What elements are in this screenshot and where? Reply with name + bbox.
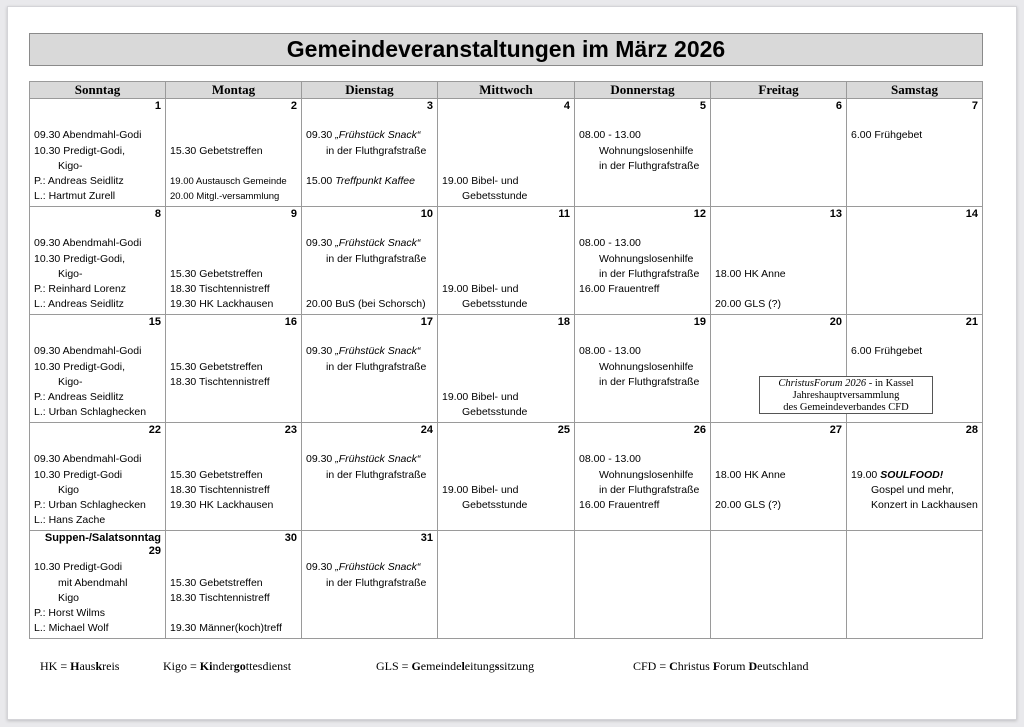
day-number: 12 <box>693 208 706 220</box>
blank-line <box>442 113 574 128</box>
day-cell-4 <box>438 99 575 207</box>
day-cell-1 <box>30 99 166 207</box>
event-line: 18.00 HK Anne <box>715 267 786 280</box>
event-line: 15.30 Gebetstreffen <box>170 144 263 157</box>
day-cell-27 <box>711 423 847 531</box>
event-line: Kigo- <box>58 159 83 172</box>
blank-line <box>34 113 165 128</box>
note-line-2: Jahreshauptversammlung <box>792 390 900 401</box>
blank-line <box>715 252 846 267</box>
event-line: P.: Andreas Seidlitz <box>34 391 124 404</box>
event-line: 19.00 Bibel- und <box>442 483 519 496</box>
day-number: 14 <box>965 208 978 220</box>
event-line: in der Fluthgrafstraße <box>326 468 427 481</box>
event-line: P.: Horst Wilms <box>34 607 105 620</box>
day-number: 6 <box>835 100 842 112</box>
blank-line <box>715 221 846 236</box>
blank-line <box>442 159 574 174</box>
blank-line <box>442 144 574 159</box>
blank-line <box>306 159 437 174</box>
event-line: Kigo- <box>58 267 83 280</box>
blank-line <box>715 483 846 498</box>
event-line: 09.30 Abendmahl-Godi <box>34 453 142 466</box>
day-cell-16 <box>166 315 302 423</box>
event-line: L.: Hartmut Zurell <box>34 190 116 203</box>
day-cell-23 <box>166 423 302 531</box>
blank-line <box>170 113 301 128</box>
blank-line <box>442 267 574 282</box>
event-line: 20.00 GLS (?) <box>715 499 781 512</box>
day-number: 22 <box>148 424 161 436</box>
event-line: L.: Andreas Seidlitz <box>34 298 124 311</box>
day-cell-7 <box>847 99 983 207</box>
day-number: 25 <box>557 424 570 436</box>
event-line: in der Fluthgrafstraße <box>326 252 427 265</box>
event-line: Kigo- <box>58 375 83 388</box>
weekday-header-row <box>30 82 983 99</box>
event-line: L.: Hans Zache <box>34 514 106 527</box>
day-number: 13 <box>829 208 842 220</box>
blank-line <box>306 267 437 282</box>
event-line: 09.30 „Frühstück Snack“ <box>306 345 421 358</box>
blank-line <box>306 437 437 452</box>
day-number <box>438 531 574 545</box>
blank-line <box>170 437 301 452</box>
day-number: 15 <box>148 316 161 328</box>
event-line: Kigo <box>58 483 80 496</box>
day-cell-24 <box>302 423 438 531</box>
blank-line <box>306 545 437 560</box>
weekday-donnerstag: Donnerstag <box>575 82 711 99</box>
blank-line <box>170 344 301 359</box>
event-line: in der Fluthgrafstraße <box>599 375 700 388</box>
day-number <box>847 531 982 545</box>
event-line: 18.30 Tischtennistreff <box>170 591 270 604</box>
empty-day-cell <box>575 531 711 639</box>
day-number: 21 <box>965 316 978 328</box>
event-line: 15.30 Gebetstreffen <box>170 360 263 373</box>
event-line: 19.30 HK Lackhausen <box>170 499 274 512</box>
day-number <box>575 531 710 545</box>
day-cell-10 <box>302 207 438 315</box>
event-line: 19.00 Austausch Gemeinde <box>170 176 287 188</box>
page-title: Gemeindeveranstaltungen im März 2026 <box>29 33 983 66</box>
empty-day-cell <box>711 531 847 639</box>
day-number: 11 <box>558 208 570 220</box>
event-line: Gebetsstunde <box>462 298 528 311</box>
event-line: P.: Urban Schlaghecken <box>34 499 146 512</box>
day-cell-6 <box>711 99 847 207</box>
event-line: L.: Michael Wolf <box>34 622 109 635</box>
blank-line <box>715 282 846 297</box>
event-line: 09.30 „Frühstück Snack“ <box>306 561 421 574</box>
blank-line <box>442 468 574 483</box>
event-line: in der Fluthgrafstraße <box>599 483 700 496</box>
blank-line <box>170 159 301 174</box>
blank-line <box>715 452 846 467</box>
day-cell-11 <box>438 207 575 315</box>
day-cell-29 <box>30 531 166 639</box>
blank-line <box>715 236 846 251</box>
event-line: Kigo <box>58 591 80 604</box>
day-number: Suppen-/Salatsonntag 29 <box>44 532 161 557</box>
event-line: in der Fluthgrafstraße <box>326 144 427 157</box>
event-line: 08.00 - 13.00 <box>579 237 641 250</box>
day-number: 26 <box>693 424 706 436</box>
day-number: 8 <box>154 208 161 220</box>
legend-item: HK = Hauskreis <box>40 659 120 673</box>
event-line: Gebetsstunde <box>462 499 528 512</box>
day-number: 30 <box>284 532 297 544</box>
event-line: Wohnungslosenhilfe <box>599 360 694 373</box>
blank-line <box>170 560 301 575</box>
event-line: 10.30 Predigt-Godi, <box>34 252 126 265</box>
blank-line <box>442 329 574 344</box>
event-line: 18.00 HK Anne <box>715 468 786 481</box>
day-cell-22 <box>30 423 166 531</box>
event-note-box <box>759 376 933 414</box>
event-line: 20.00 BuS (bei Schorsch) <box>306 298 426 311</box>
event-line: Wohnungslosenhilfe <box>599 144 694 157</box>
event-line: 20.00 GLS (?) <box>715 298 781 311</box>
day-cell-5 <box>575 99 711 207</box>
blank-line <box>442 236 574 251</box>
month-calendar <box>29 81 983 639</box>
event-line: 19.00 Bibel- und <box>442 175 519 188</box>
day-cell-26 <box>575 423 711 531</box>
event-line: 09.30 „Frühstück Snack“ <box>306 237 421 250</box>
weekday-samstag: Samstag <box>847 82 983 99</box>
event-line: mit Abendmahl <box>58 576 128 589</box>
event-line: Wohnungslosenhilfe <box>599 252 694 265</box>
day-cell-15 <box>30 315 166 423</box>
event-line: P.: Reinhard Lorenz <box>34 283 127 296</box>
weekday-dienstag: Dienstag <box>302 82 438 99</box>
event-line: P.: Andreas Seidlitz <box>34 175 124 188</box>
day-cell-30 <box>166 531 302 639</box>
blank-line <box>579 113 710 128</box>
event-line: 19.00 Bibel- und <box>442 391 519 404</box>
day-number: 2 <box>290 100 297 112</box>
blank-line <box>851 452 982 467</box>
blank-line <box>579 329 710 344</box>
event-line: Gebetsstunde <box>462 190 528 203</box>
day-number: 10 <box>420 208 433 220</box>
blank-line <box>579 221 710 236</box>
day-number: 3 <box>426 100 433 112</box>
blank-line <box>442 452 574 467</box>
blank-line <box>442 360 574 375</box>
weekday-mittwoch: Mittwoch <box>438 82 575 99</box>
event-line: in der Fluthgrafstraße <box>326 360 427 373</box>
day-number: 23 <box>284 424 297 436</box>
day-number: 7 <box>971 100 978 112</box>
empty-day-cell <box>438 531 575 639</box>
event-line: 19.00 Bibel- und <box>442 283 519 296</box>
blank-line <box>170 329 301 344</box>
day-cell-19 <box>575 315 711 423</box>
day-number: 17 <box>420 316 433 328</box>
event-line: in der Fluthgrafstraße <box>326 576 427 589</box>
blank-line <box>306 329 437 344</box>
event-line: in der Fluthgrafstraße <box>599 159 700 172</box>
note-event: ChristusForum 2026 <box>778 378 867 389</box>
blank-line <box>851 437 982 452</box>
blank-line <box>170 452 301 467</box>
blank-line <box>851 113 982 128</box>
legend-item: GLS = Gemeindeleitungssitzung <box>376 659 535 673</box>
day-number: 31 <box>420 532 433 544</box>
event-line: 19.30 HK Lackhausen <box>170 298 274 311</box>
event-line: 09.30 Abendmahl-Godi <box>34 345 142 358</box>
blank-line <box>306 221 437 236</box>
week-row <box>30 531 983 639</box>
event-line: in der Fluthgrafstraße <box>599 267 700 280</box>
day-cell-14 <box>847 207 983 315</box>
weekday-sonntag: Sonntag <box>30 82 166 99</box>
note-line-3: des Gemeindeverbandes CFD <box>783 402 909 413</box>
blank-line <box>170 236 301 251</box>
legend-item: Kigo = Kindergottesdienst <box>163 659 292 673</box>
event-line: 15.30 Gebetstreffen <box>170 267 263 280</box>
day-number: 24 <box>420 424 433 436</box>
event-line: 19.00 SOULFOOD! <box>851 468 944 481</box>
event-line: 19.30 Männer(koch)treff <box>170 622 282 635</box>
event-line: 18.30 Tischtennistreff <box>170 375 270 388</box>
event-line: 18.30 Tischtennistreff <box>170 283 270 296</box>
day-number: 20 <box>829 316 842 328</box>
day-cell-12 <box>575 207 711 315</box>
event-line: 08.00 - 13.00 <box>579 453 641 466</box>
day-cell-13 <box>711 207 847 315</box>
blank-line <box>34 329 165 344</box>
blank-line <box>442 221 574 236</box>
event-line: 16.00 Frauentreff <box>579 283 660 296</box>
blank-line <box>170 606 301 621</box>
event-line: 09.30 „Frühstück Snack“ <box>306 453 421 466</box>
blank-line <box>442 128 574 143</box>
day-number: 5 <box>699 100 706 112</box>
event-line: 6.00 Frühgebet <box>851 345 923 358</box>
day-cell-3 <box>302 99 438 207</box>
blank-line <box>170 221 301 236</box>
blank-line <box>306 113 437 128</box>
event-line: 09.30 Abendmahl-Godi <box>34 129 142 142</box>
day-number <box>711 531 846 545</box>
event-line: 09.30 Abendmahl-Godi <box>34 237 142 250</box>
event-line: 09.30 „Frühstück Snack“ <box>306 129 421 142</box>
event-line: 10.30 Predigt-Godi <box>34 468 123 481</box>
blank-line <box>579 437 710 452</box>
day-cell-28 <box>847 423 983 531</box>
event-line: 10.30 Predigt-Godi, <box>34 144 126 157</box>
empty-day-cell <box>847 531 983 639</box>
event-line: Wohnungslosenhilfe <box>599 468 694 481</box>
blank-line <box>442 437 574 452</box>
blank-line <box>34 437 165 452</box>
day-cell-9 <box>166 207 302 315</box>
blank-line <box>34 545 165 560</box>
blank-line <box>306 282 437 297</box>
day-cell-18 <box>438 315 575 423</box>
day-number: 9 <box>290 208 297 220</box>
day-number: 28 <box>965 424 978 436</box>
day-cell-2 <box>166 99 302 207</box>
day-cell-17 <box>302 315 438 423</box>
blank-line <box>715 437 846 452</box>
weekday-montag: Montag <box>166 82 302 99</box>
event-line: 10.30 Predigt-Godi, <box>34 360 126 373</box>
day-number: 16 <box>284 316 297 328</box>
day-cell-31 <box>302 531 438 639</box>
day-cell-25 <box>438 423 575 531</box>
event-line: 18.30 Tischtennistreff <box>170 483 270 496</box>
blank-line <box>442 252 574 267</box>
event-line: 16.00 Frauentreff <box>579 499 660 512</box>
event-line: 20.00 Mitgl.-versammlung <box>170 191 280 203</box>
day-number: 27 <box>829 424 842 436</box>
legend-item: CFD = Christus Forum Deutschland <box>633 659 809 673</box>
blank-line <box>851 329 982 344</box>
blank-line <box>442 344 574 359</box>
event-line: L.: Urban Schlaghecken <box>34 406 147 419</box>
event-line: Gebetsstunde <box>462 406 528 419</box>
event-line: Gospel und mehr, <box>871 483 954 496</box>
blank-line <box>170 545 301 560</box>
weekday-freitag: Freitag <box>711 82 847 99</box>
blank-line <box>442 375 574 390</box>
week-row <box>30 423 983 531</box>
note-place: - in Kassel <box>866 378 914 389</box>
week-row <box>30 207 983 315</box>
day-number: 18 <box>557 316 570 328</box>
day-number: 19 <box>693 316 706 328</box>
day-number: 4 <box>563 100 570 112</box>
week-row <box>30 99 983 207</box>
day-number: 1 <box>154 100 161 112</box>
event-line: 08.00 - 13.00 <box>579 129 641 142</box>
blank-line <box>170 128 301 143</box>
event-line: 15.30 Gebetstreffen <box>170 576 263 589</box>
blank-line <box>170 252 301 267</box>
event-line: 08.00 - 13.00 <box>579 345 641 358</box>
blank-line <box>34 221 165 236</box>
event-line: 15.00 Treffpunkt Kaffee <box>306 175 415 188</box>
event-line: 15.30 Gebetstreffen <box>170 468 263 481</box>
day-cell-8 <box>30 207 166 315</box>
event-line: 6.00 Frühgebet <box>851 129 923 142</box>
event-line: 10.30 Predigt-Godi <box>34 561 123 574</box>
event-line: Konzert in Lackhausen <box>871 499 978 512</box>
